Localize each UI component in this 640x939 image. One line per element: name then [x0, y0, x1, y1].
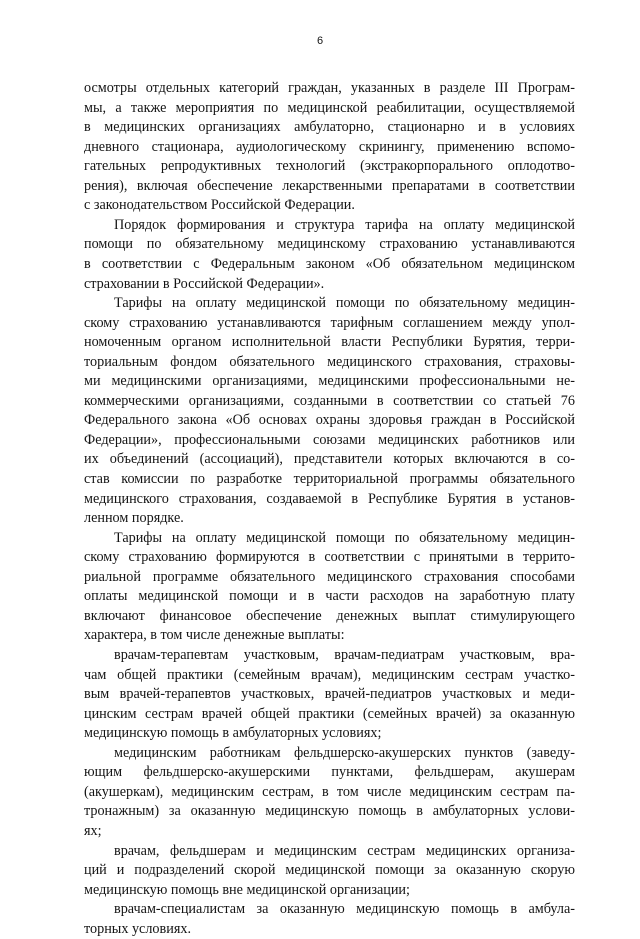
text-line: осмотры отдельных категорий граждан, указанных в разделе III Програм-	[84, 80, 575, 96]
text-line: медицинскую помощь в амбулаторных условиях;	[84, 725, 382, 742]
text-line: помощи по обязательному медицинскому страхованию устанавливаются	[84, 236, 575, 253]
text-line: скому страхованию устанавливаются тарифным соглашением между упол-	[84, 314, 575, 331]
text-line: торных условиях.	[84, 920, 191, 937]
text-line: цинским сестрам врачей общей практики (семейных врачей) за оказанную	[84, 705, 575, 722]
text-line: ций и подразделений скорой медицинской помощи за оказанную скорую	[84, 862, 575, 878]
text-line: тронажным) за оказанную медицинскую помощь в амбулаторных услови-	[84, 803, 575, 820]
text-line: вым врачей-терапевтов участковых, врачей-педиатров участковых и меди-	[84, 686, 575, 703]
text-line: коммерческими организациями, созданными в соответствии со статьей 76	[84, 392, 575, 409]
text-line: скому страхованию формируются в соответствии с принятыми в террито-	[84, 549, 575, 566]
text-line: ях;	[84, 822, 102, 839]
text-line: (акушеркам), медицинским сестрам, в том числе медицинским сестрам па-	[84, 783, 575, 800]
text-line: ториальным фондом обязательного медицинского страхования, страховы-	[84, 353, 575, 370]
text-line: страховании в Российской Федерации».	[84, 275, 325, 292]
text-line: ленном порядке.	[84, 510, 184, 527]
text-line: в соответствии с Федеральным законом «Об обязательном медицинском	[84, 256, 575, 272]
text-line: номоченным органом исполнительной власти Республики Бурятия, терри-	[84, 334, 575, 351]
text-line: Порядок формирования и структура тарифа на оплату медицинской	[114, 216, 575, 233]
text-line: включают финансовое обеспечение денежных выплат стимулирующего	[84, 607, 575, 624]
text-line: ющим фельдшерско-акушерскими пунктами, фельдшерам, акушерам	[84, 764, 575, 781]
text-line: врачам-терапевтам участковым, врачам-педиатрам участковым, вра-	[114, 647, 575, 663]
text-line: риальной программе обязательного медицинского страхования способами	[84, 568, 575, 585]
text-line: Тарифы на оплату медицинской помощи по обязательному медицин-	[114, 529, 575, 546]
page-number: 6	[316, 35, 324, 47]
text-line: оплаты медицинской помощи и в части расходов на заработную плату	[84, 588, 575, 605]
text-line: чам общей практики (семейным врачам), медицинским сестрам участко-	[84, 666, 575, 683]
text-line: гательных репродуктивных технологий (экстракорпорального оплодотво-	[84, 158, 575, 175]
text-line: рения), включая обеспечение лекарственными препаратами в соответствии	[84, 177, 575, 194]
text-line: Федерального закона «Об основах охраны здоровья граждан в Российской	[84, 412, 575, 429]
text-line: врачам, фельдшерам и медицинским сестрам медицинских организа-	[114, 842, 575, 859]
text-line: Федерации», профессиональными союзами медицинских работников или	[84, 431, 575, 448]
text-line: их объединений (ассоциаций), представители которых включаются в со-	[84, 451, 575, 468]
text-line: медицинскую помощь вне медицинской организации;	[84, 881, 410, 898]
text-line: ми медицинскими организациями, медицинскими профессиональными не-	[84, 373, 575, 390]
text-line: медицинским работникам фельдшерско-акушерских пунктов (заведу-	[114, 744, 575, 761]
text-line: Тарифы на оплату медицинской помощи по обязательному медицин-	[114, 295, 575, 312]
text-line: в медицинских организациях амбулаторно, стационарно и в условиях	[84, 119, 575, 136]
text-line: врачам-специалистам за оказанную медицинскую помощь в амбула-	[114, 901, 575, 918]
text-line: став комиссии по разработке территориальной программы обязательного	[84, 471, 575, 487]
text-line: медицинского страхования, создаваемой в Республике Бурятия в установ-	[84, 490, 575, 507]
text-line: дневного стационара, аудиологическому скринингу, применению вспомо-	[84, 138, 575, 155]
text-line: мы, а также мероприятия по медицинской реабилитации, осуществляемой	[84, 99, 575, 116]
text-line: характера, в том числе денежные выплаты:	[84, 627, 345, 644]
text-line: с законодательством Российской Федерации.	[84, 197, 355, 214]
